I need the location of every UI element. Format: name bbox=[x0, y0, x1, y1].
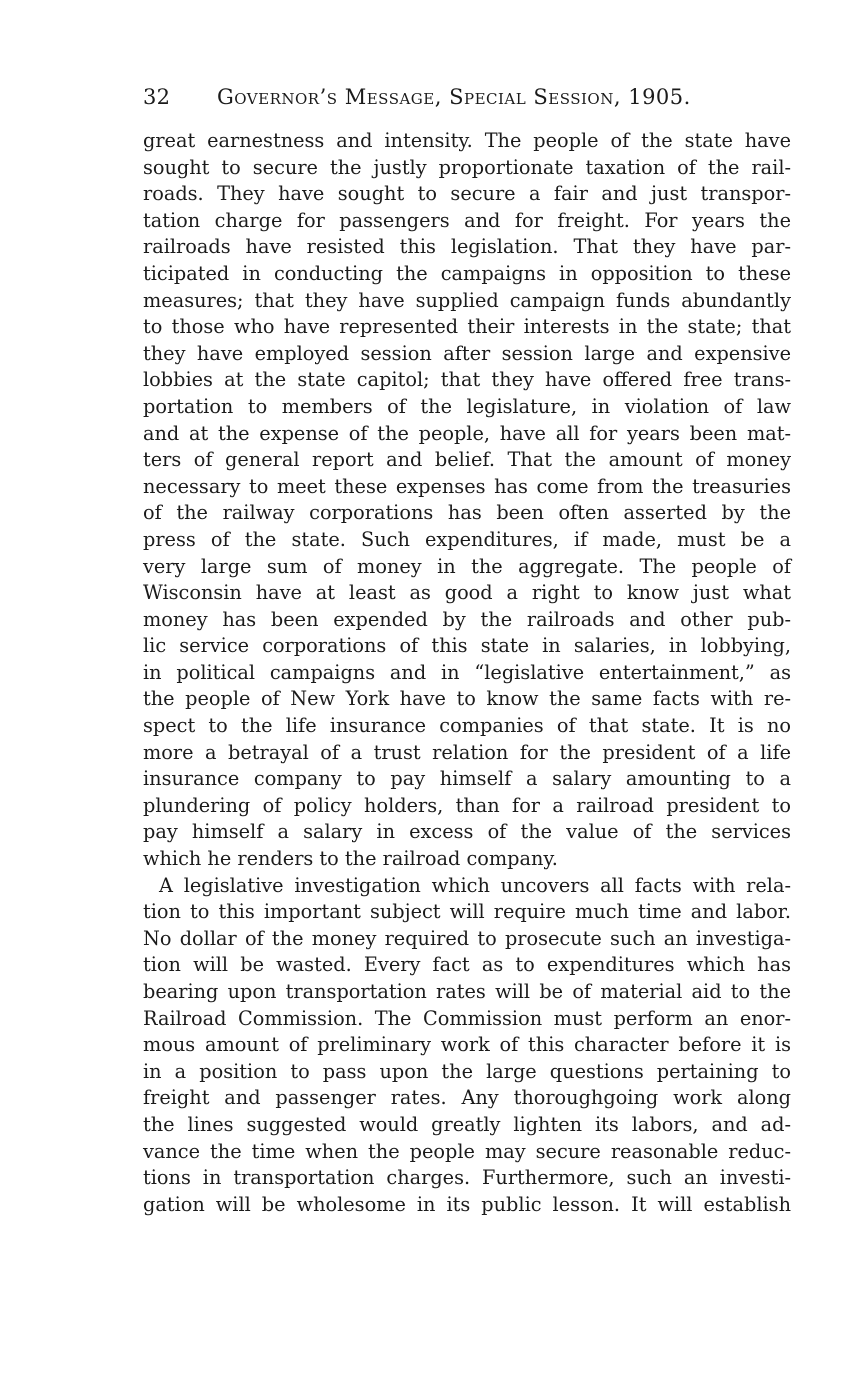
running-head: Governor’s Message, Special Session, 1905. bbox=[217, 85, 691, 109]
text-line: money has been expended by the railroads and other pub- bbox=[143, 607, 791, 631]
body-text bbox=[143, 128, 791, 1218]
page-header bbox=[143, 80, 793, 114]
text-line: the lines suggested would greatly lighten its labors, and ad- bbox=[143, 1112, 791, 1136]
text-line: in political campaigns and in “legislative entertainment,” as bbox=[143, 660, 791, 684]
text-line: lic service corporations of this state in salaries, in lobbying, bbox=[143, 634, 791, 658]
text-line: the people of New York have to know the same facts with re- bbox=[143, 687, 791, 711]
text-line: of the railway corporations has been often asserted by the bbox=[143, 501, 791, 525]
text-line: mous amount of preliminary work of this character before it is bbox=[143, 1033, 791, 1057]
text-line: press of the state. Such expenditures, if made, must be a bbox=[143, 527, 791, 551]
text-line: portation to members of the legislature, in violation of law bbox=[143, 394, 791, 418]
text-line: pay himself a salary in excess of the value of the services bbox=[143, 820, 791, 844]
text-line: tion will be wasted. Every fact as to expenditures which has bbox=[143, 953, 791, 977]
text-line: and at the expense of the people, have all for years been mat- bbox=[143, 421, 791, 445]
text-line: bearing upon transportation rates will be of material aid to the bbox=[143, 980, 791, 1003]
text-line: ters of general report and belief. That the amount of money bbox=[143, 448, 791, 472]
text-line: roads. They have sought to secure a fair and just transpor- bbox=[143, 182, 791, 206]
text-line: vance the time when the people may secure reasonable reduc- bbox=[143, 1139, 791, 1163]
text-line: sought to secure the justly proportionate taxation of the rail- bbox=[143, 155, 791, 179]
text-line: Railroad Commission. The Commission must perform an enor- bbox=[143, 1006, 791, 1030]
text-line: more a betrayal of a trust relation for the president of a life bbox=[143, 740, 791, 764]
text-line: very large sum of money in the aggregate. The people of bbox=[143, 554, 791, 578]
text-line: to those who have represented their interests in the state; that bbox=[143, 315, 791, 339]
text-line: gation will be wholesome in its public lesson. It will establish bbox=[143, 1192, 791, 1216]
paragraph-2 bbox=[143, 873, 791, 1219]
text-line: ticipated in conducting the campaigns in opposition to these bbox=[143, 261, 791, 285]
text-line: plundering of policy holders, than for a railroad president to bbox=[143, 793, 791, 817]
paragraph-1 bbox=[143, 128, 791, 873]
text-line: which he renders to the railroad company. bbox=[143, 847, 558, 871]
text-line: tions in transportation charges. Furthermore, such an investi- bbox=[143, 1166, 791, 1190]
text-line: great earnestness and intensity. The people of the state have bbox=[143, 129, 791, 152]
text-line: tion to this important subject will require much time and labor. bbox=[143, 900, 791, 924]
text-line: Wisconsin have at least as good a right to know just what bbox=[143, 581, 791, 605]
text-line: they have employed session after session large and expensive bbox=[143, 341, 791, 365]
text-line: necessary to meet these expenses has come from the treasuries bbox=[143, 474, 791, 498]
text-line: freight and passenger rates. Any thoroughgoing work along bbox=[143, 1086, 791, 1110]
text-line: insurance company to pay himself a salary amounting to a bbox=[143, 767, 791, 791]
text-line: measures; that they have supplied campaign funds abundantly bbox=[143, 288, 791, 312]
page-number: 32 bbox=[143, 85, 171, 109]
text-line: tation charge for passengers and for freight. For years the bbox=[143, 208, 791, 232]
text-line: lobbies at the state capitol; that they have offered free trans- bbox=[143, 368, 791, 392]
text-line: spect to the life insurance companies of that state. It is no bbox=[143, 714, 791, 738]
text-line: A legislative investigation which uncovers all facts with rela- bbox=[159, 873, 791, 897]
text-line: railroads have resisted this legislation. That they have par- bbox=[143, 235, 791, 259]
text-line: No dollar of the money required to prosecute such an investiga- bbox=[143, 926, 791, 950]
text-line: in a position to pass upon the large questions pertaining to bbox=[143, 1059, 791, 1083]
